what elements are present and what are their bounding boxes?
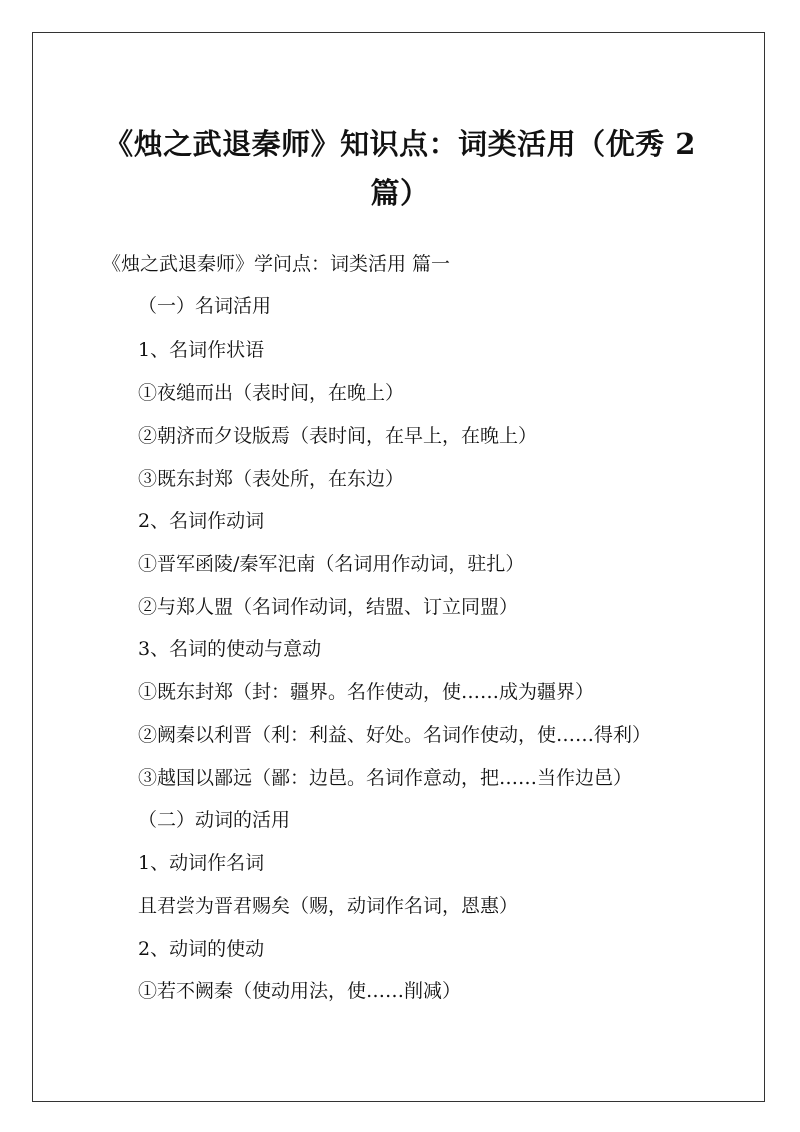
- document-title: 《烛之武退秦师》知识点：词类活用（优秀 2: [104, 127, 696, 161]
- paragraph: ②朝济而夕设版焉（表时间，在早上，在晚上）: [138, 425, 538, 447]
- paragraph: ①晋军函陵/秦军汜南（名词用作动词，驻扎）: [138, 553, 525, 575]
- paragraph: 2、名词作动词: [138, 510, 265, 532]
- document-title-continued: 篇）: [370, 176, 430, 210]
- paragraph: 且君尝为晋君赐矣（赐，动词作名词，恩惠）: [138, 895, 519, 917]
- paragraph: ③越国以鄙远（鄙：边邑。名词作意动，把……当作边邑）: [138, 767, 633, 789]
- paragraph: 1、动词作名词: [138, 852, 265, 874]
- paragraph: ①既东封郑（封：疆界。名作使动，使……成为疆界）: [138, 681, 595, 703]
- paragraph: ②与郑人盟（名词作动词，结盟、订立同盟）: [138, 596, 519, 618]
- subsection-heading: （一）名词活用: [138, 295, 272, 317]
- paragraph: ①夜缒而出（表时间，在晚上）: [138, 382, 405, 404]
- paragraph: ①若不阙秦（使动用法，使……削减）: [138, 980, 462, 1002]
- paragraph: ②阙秦以利晋（利：利益、好处。名词作使动，使……得利）: [138, 724, 652, 746]
- paragraph: 1、名词作状语: [138, 339, 265, 361]
- section-heading: 《烛之武退秦师》学问点：词类活用 篇一: [102, 253, 451, 275]
- subsection-heading: （二）动词的活用: [138, 809, 291, 831]
- paragraph: ③既东封郑（表处所，在东边）: [138, 468, 405, 490]
- paragraph: 2、动词的使动: [138, 938, 265, 960]
- paragraph: 3、名词的使动与意动: [138, 638, 322, 660]
